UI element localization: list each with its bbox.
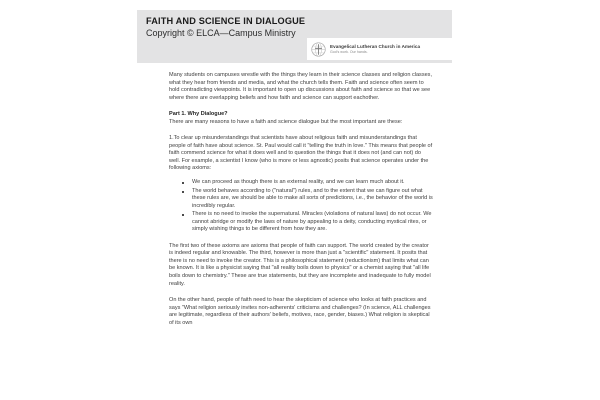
page-title: FAITH AND SCIENCE IN DIALOGUE bbox=[146, 16, 306, 26]
logo-tagline: God's work. Our hands. bbox=[330, 49, 368, 54]
other-hand-paragraph: On the other hand, people of faith need to hear the skepticism of science who looks at faith practices and says "What religion seriously invites non-adherents' criticisms and challenges? (In science, ALL challenges are legitimate, regardless of their authors' beliefs, motives, race, gender, biases.) What religion is skeptical of its own bbox=[169, 297, 431, 326]
axioms-discussion-paragraph: The first two of these axioms are axioms that people of faith can support. The world created by the creator is indeed regular and knowable. The third, however is more than just a "scientific" statement. It posits that there is no need to invoke the creator. This is a philosophical statement (reductionism) that limits what can be known. It is like a physicist saying that "all reality boils down to physics" or a chemist saying that "all life boils down to chemistry." These are true statements, but they are incomplete and inadequate to fully model reality. bbox=[169, 242, 431, 287]
section-heading-part1: Part 1. Why Dialogue? bbox=[169, 111, 228, 118]
intro-paragraph: Many students on campuses wrestle with the things they learn in their science classes and religion classes, what they hear from friends and media, and what the church tells them. Faith and science often seem to hold contradicting viewpoints. It is important to open up discussions about faith and science so that we see where there are overlapping beliefs and how faith and science can support eachother. bbox=[169, 72, 432, 101]
list-item: There is no need to invoke the supernatural. Miracles (violations of natural laws) do not occur. We cannot abridge or modify the laws of nature by appealing to a deity, conducting mystical rites, or simply wishing things to be different from how they are. bbox=[169, 211, 433, 234]
copyright-line: Copyright © ELCA—Campus Ministry bbox=[146, 28, 296, 38]
document-body bbox=[169, 72, 433, 336]
part1-lead-paragraph: There are many reasons to have a faith and science dialogue but the most important are these: bbox=[169, 118, 403, 125]
elca-logo-lockup bbox=[307, 38, 452, 60]
list-item: We can proceed as though there is an external reality, and we can learn much about it. bbox=[169, 179, 433, 187]
elca-globe-cross-icon bbox=[311, 42, 326, 57]
reason-1-paragraph: 1.To clear up misunderstandings that scientists have about religious faith and misunderstandings that people of faith have about science. St. Paul would call it "telling the truth in love." This means that people of faith commend science for what it does well and to question the things that it does not (and can not) do well. For example, a scientist I know (who is more or less agnostic) posits that science operates under the following axioms: bbox=[169, 135, 433, 172]
logo-text-block bbox=[330, 44, 420, 55]
axioms-list bbox=[169, 179, 433, 234]
logo-organization-name: Evangelical Lutheran Church in America bbox=[330, 43, 421, 49]
header-text-block bbox=[146, 16, 376, 40]
list-item: The world behaves according to ("natural") rules, and to the extent that we can figure out what these rules are, we should be able to make all sorts of predictions, i.e., the behavior of the world is incredibly regular. bbox=[169, 188, 433, 211]
